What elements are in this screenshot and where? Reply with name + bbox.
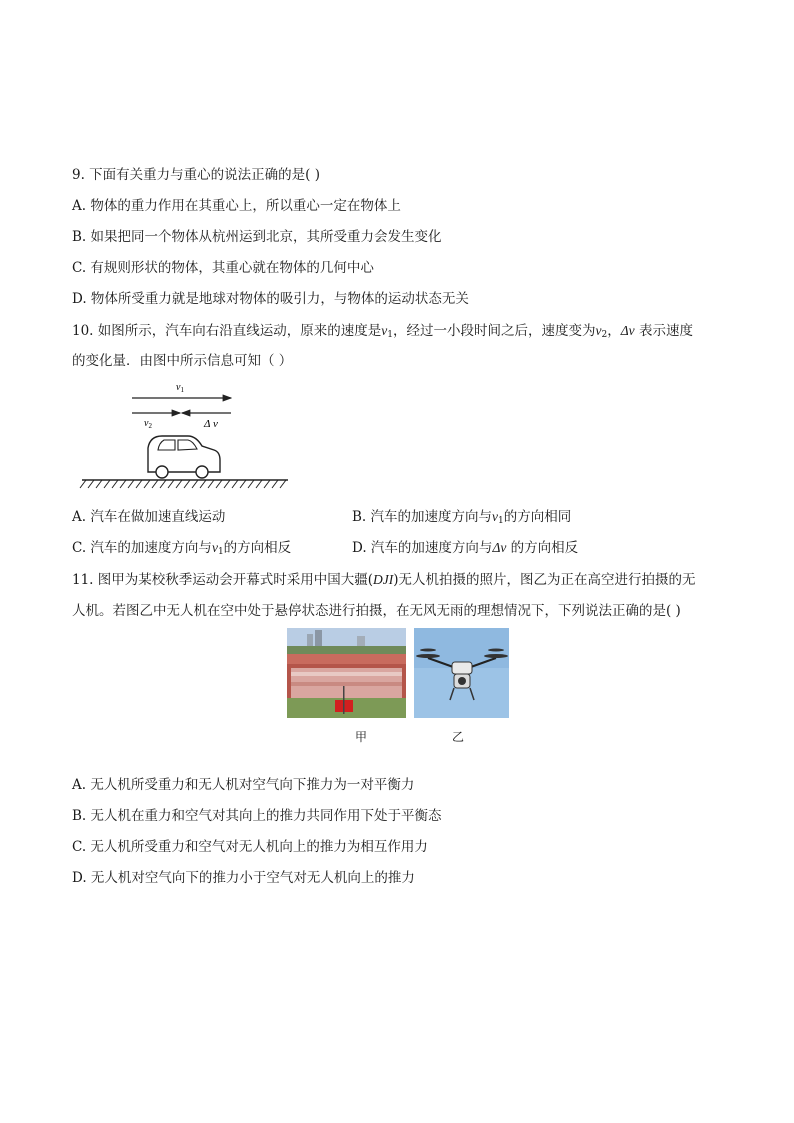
q11-option-c: C. 无人机所受重力和空气对无人机向上的推力为相互作用力 [72,839,428,855]
q10-stem-line1: 10. 如图所示，汽车向右沿直线运动，原来的速度是$v_1$，经过一小段时间之后，速度变为$v_2$，Δv 表示速度 [72,323,693,340]
q9-stem: 9. 下面有关重力与重心的说法正确的是( ) [72,167,320,183]
q9-option-d: D. 物体所受重力就是地球对物体的吸引力，与物体的运动状态无关 [72,291,469,307]
figure-label-yi: 乙 [452,730,465,744]
q11-option-a: A. 无人机所受重力和无人机对空气向下推力为一对平衡力 [72,777,415,793]
q10-option-c: C. 汽车的加速度方向与$v_1$的方向相反 [72,540,292,557]
q11-stem-line1: 11. 图甲为某校秋季运动会开幕式时采用中国大疆(DJI)无人机拍摄的照片，图乙为正在高空进行拍摄的无 [72,572,696,588]
q11-option-b: B. 无人机在重力和空气对其向上的推力共同作用下处于平衡态 [72,808,442,824]
q10-option-d: D. 汽车的加速度方向与Δv 的方向相反 [352,540,579,556]
ground-hatch [80,480,288,488]
q11-option-d: D. 无人机对空气向下的推力小于空气对无人机向上的推力 [72,870,415,886]
q10-option-a: A. 汽车在做加速直线运动 [72,509,226,525]
q11-stem-line2: 人机。若图乙中无人机在空中处于悬停状态进行拍摄，在无风无雨的理想情况下，下列说法正确的是( ) [72,603,681,619]
v1-label: $v_1$ [176,382,184,394]
v2-label: $v_2$ [144,418,152,430]
photo-yi-drone [414,628,509,718]
q10-stem-line2: 的变化量．由图中所示信息可知（ ） [72,353,293,369]
q10-option-b: B. 汽车的加速度方向与$v_1$的方向相同 [352,509,572,526]
car-icon [148,436,220,478]
q10-car-diagram [78,376,298,494]
delta-v-label: Δ v [204,418,218,430]
q9-option-a: A. 物体的重力作用在其重心上，所以重心一定在物体上 [72,198,401,214]
figure-label-jia: 甲 [355,730,368,744]
q9-option-c: C. 有规则形状的物体，其重心就在物体的几何中心 [72,260,374,276]
photo-jia-stadium [287,628,406,718]
q9-option-b: B. 如果把同一个物体从杭州运到北京，其所受重力会发生变化 [72,229,442,245]
